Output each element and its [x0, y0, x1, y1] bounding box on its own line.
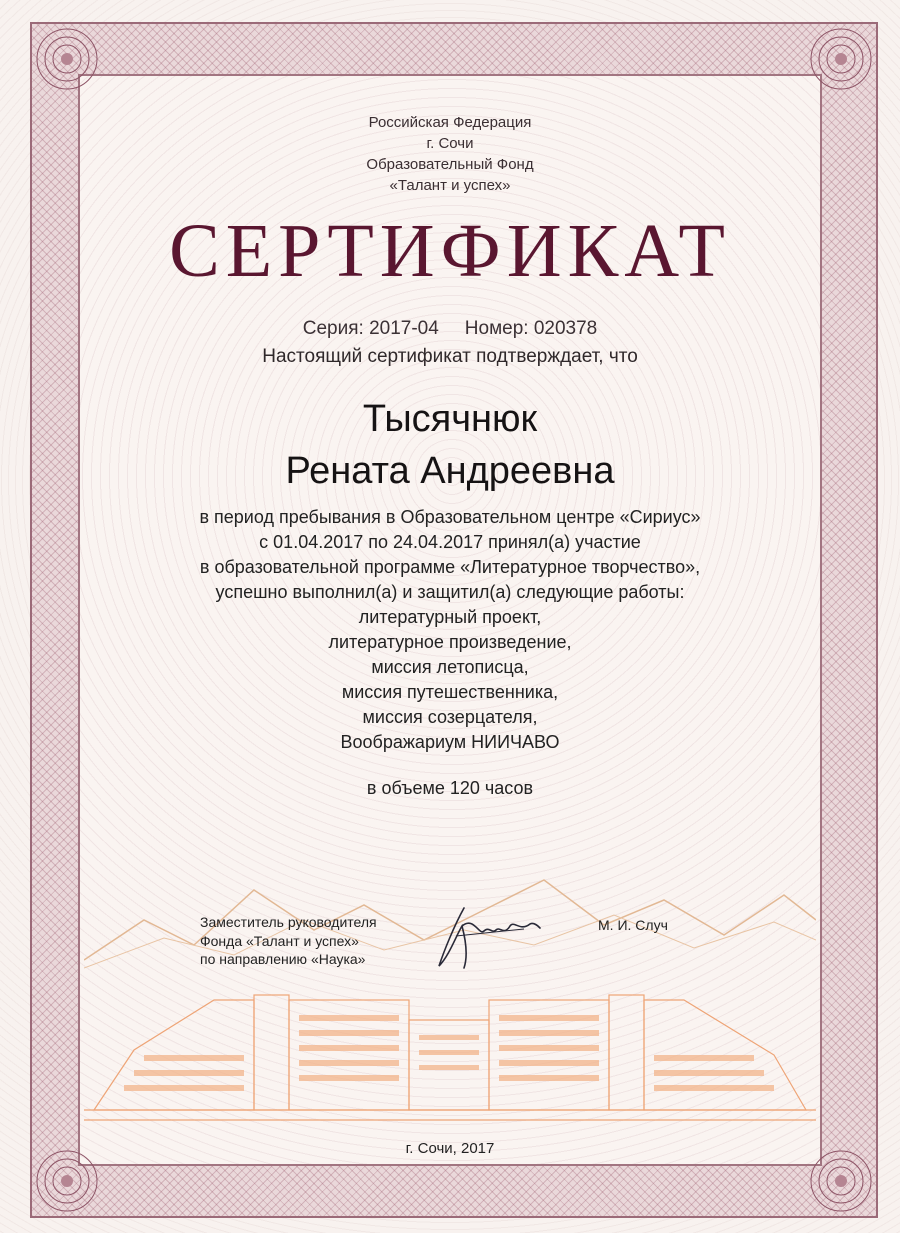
issuer-block	[0, 112, 900, 196]
body-line: в образовательной программе «Литературное творчество»,	[199, 557, 701, 577]
corner-rosette-top-right	[804, 22, 878, 96]
number-label: Номер:	[464, 318, 529, 339]
work-item: миссия путешественника,	[341, 682, 559, 702]
series-label: Серия: 2017-04	[302, 318, 439, 339]
issuer-country: Российская Федерация	[368, 114, 532, 131]
body-line: в период пребывания в Образовательном центре «Сириус»	[199, 507, 701, 527]
issuer-city: г. Сочи	[426, 135, 474, 152]
sirius-building-illustration	[84, 960, 816, 1130]
certificate-title: СЕРТИФИКАТ	[169, 209, 731, 293]
body-line: с 01.04.2017 по 24.04.2017 принял(а) участие	[259, 532, 641, 552]
issuer-fund: Образовательный Фонд	[366, 156, 534, 173]
certificate-body	[0, 505, 900, 755]
signatory-title-line: Фонда «Талант и успех»	[200, 932, 359, 949]
work-item: Воображариум НИИЧАВО	[340, 732, 560, 752]
body-line: успешно выполнил(а) и защитил(а) следующие работы:	[215, 582, 685, 602]
work-item: миссия летописца,	[371, 657, 529, 677]
signatory-title-line: по направлению «Наука»	[200, 951, 366, 967]
signatory-title	[200, 913, 377, 969]
corner-rosette-top-left	[30, 22, 104, 96]
number-value: 020378	[533, 318, 598, 339]
hours-statement: в объеме 120 часов	[366, 778, 534, 798]
signatory-title-line: Заместитель руководителя	[200, 914, 377, 930]
signatory-name: М. И. Случ	[598, 917, 668, 933]
recipient-surname: Тысячнюк	[362, 398, 538, 440]
handwritten-signature	[434, 896, 544, 976]
work-item: миссия созерцателя,	[362, 707, 538, 727]
confirm-statement: Настоящий сертификат подтверждает, что	[262, 346, 638, 367]
place-and-date: г. Сочи, 2017	[405, 1140, 495, 1157]
issuer-fund-name: «Талант и успех»	[389, 177, 511, 194]
series-number-line	[0, 318, 900, 340]
work-item: литературное произведение,	[328, 632, 572, 652]
recipient-given-names: Рената Андреевна	[285, 450, 615, 492]
work-item: литературный проект,	[358, 607, 542, 627]
